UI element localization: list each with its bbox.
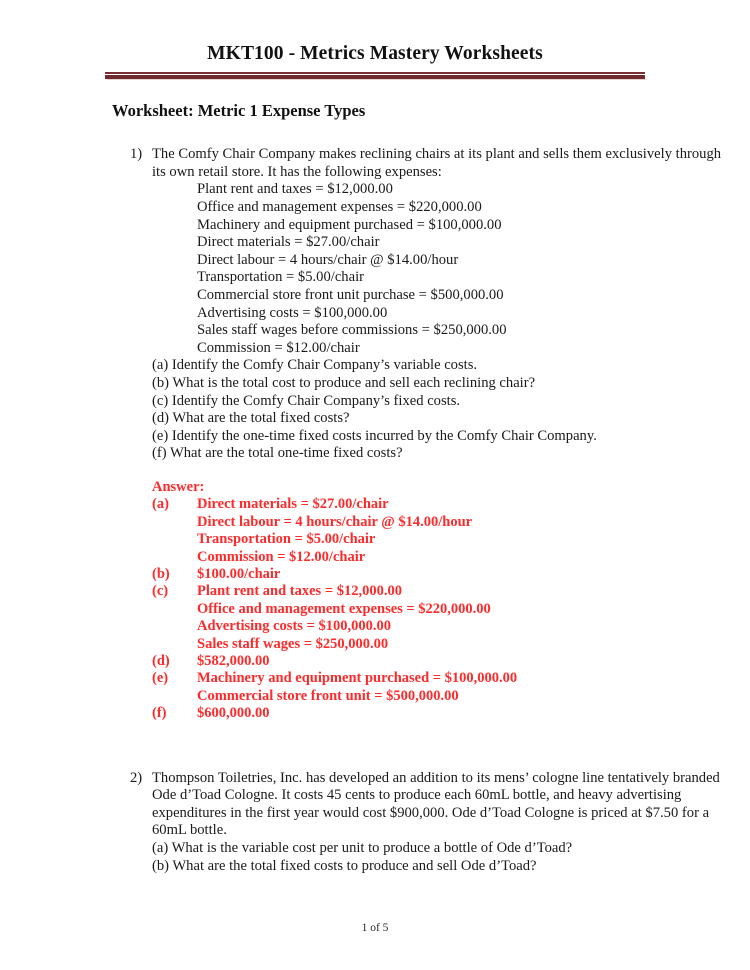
question-1-subquestions bbox=[152, 357, 722, 463]
answer-line: Direct labour = 4 hours/chair @ $14.00/hour bbox=[197, 513, 473, 530]
list-item: Office and management expenses = $220,000.00 bbox=[197, 199, 482, 216]
answer-line: Sales staff wages = $250,000.00 bbox=[197, 635, 389, 652]
subquestion-e: (e) Identify the one-time fixed costs incurred by the Comfy Chair Company. bbox=[152, 427, 597, 444]
answer-line: Machinery and equipment purchased = $100,000.00 bbox=[197, 670, 518, 687]
page-title: MKT100 - Metrics Mastery Worksheets bbox=[207, 43, 543, 64]
answer-line: $100.00/chair bbox=[197, 565, 281, 582]
header-divider bbox=[105, 72, 645, 80]
worksheet-heading: Worksheet: Metric 1 Expense Types bbox=[112, 101, 366, 120]
list-item: Direct labour = 4 hours/chair @ $14.00/hour bbox=[197, 251, 459, 268]
answer-line: Office and management expenses = $220,000.00 bbox=[197, 600, 491, 617]
answer-line: Transportation = $5.00/chair bbox=[197, 531, 376, 548]
question-1-answer bbox=[152, 479, 722, 723]
list-item: Commercial store front unit purchase = $500,000.00 bbox=[197, 287, 504, 304]
document-body bbox=[0, 100, 750, 875]
answer-line: Commission = $12.00/chair bbox=[197, 548, 366, 565]
subquestion-b: (b) What is the total cost to produce and sell each reclining chair? bbox=[152, 374, 536, 391]
answer-key-f: (f) bbox=[152, 705, 167, 722]
answer-line: Direct materials = $27.00/chair bbox=[197, 496, 389, 513]
subquestion-a: (a) What is the variable cost per unit to produce a bottle of Ode d’Toad? bbox=[152, 840, 573, 857]
list-item: Plant rent and taxes = $12,000.00 bbox=[197, 181, 393, 198]
answer-label: Answer: bbox=[152, 478, 205, 495]
subquestion-c: (c) Identify the Comfy Chair Company’s fixed costs. bbox=[152, 392, 461, 409]
question-1 bbox=[130, 146, 722, 722]
answer-item-a bbox=[152, 496, 722, 513]
list-item: Machinery and equipment purchased = $100,000.00 bbox=[197, 216, 502, 233]
answer-line: Plant rent and taxes = $12,000.00 bbox=[197, 583, 402, 600]
question-2-subquestions bbox=[152, 840, 722, 875]
answer-line: $582,000.00 bbox=[197, 653, 270, 670]
answer-item-f bbox=[152, 705, 722, 722]
answer-key-e: (e) bbox=[152, 670, 169, 687]
question-2-number: 2) bbox=[130, 769, 143, 786]
page-footer: 1 of 5 bbox=[361, 922, 389, 934]
answer-line: Commercial store front unit = $500,000.00 bbox=[197, 687, 459, 704]
document-header bbox=[105, 42, 645, 80]
answer-key-c: (c) bbox=[152, 583, 169, 600]
subquestion-a: (a) Identify the Comfy Chair Company’s variable costs. bbox=[152, 357, 478, 374]
answer-line: Advertising costs = $100,000.00 bbox=[197, 618, 391, 635]
answer-key-a: (a) bbox=[152, 496, 169, 513]
question-2-prompt: Thompson Toiletries, Inc. has developed an addition to its mens’ cologne line tentatively branded Ode d’Toad Cologne. It costs 45 cents to produce each 60mL bottle, and heavy advertising expenditures in the first year would cost $900,000. Ode d’Toad Cologne is priced at $7.50 for a 60mL bottle. bbox=[152, 769, 720, 839]
question-2 bbox=[130, 770, 722, 876]
answer-item-d bbox=[152, 653, 722, 670]
question-1-number: 1) bbox=[130, 146, 143, 163]
answer-line: $600,000.00 bbox=[197, 705, 270, 722]
subquestion-f: (f) What are the total one-time fixed costs? bbox=[152, 445, 403, 462]
answer-item-e bbox=[152, 670, 722, 687]
answer-key-d: (d) bbox=[152, 653, 170, 670]
list-item: Direct materials = $27.00/chair bbox=[197, 234, 380, 251]
list-item: Commission = $12.00/chair bbox=[197, 339, 360, 356]
answer-key-b: (b) bbox=[152, 565, 170, 582]
list-item: Transportation = $5.00/chair bbox=[197, 269, 364, 286]
answer-item-b bbox=[152, 566, 722, 583]
list-item: Advertising costs = $100,000.00 bbox=[197, 304, 388, 321]
answer-item-c bbox=[152, 583, 722, 600]
subquestion-b: (b) What are the total fixed costs to produce and sell Ode d’Toad? bbox=[152, 857, 537, 874]
list-item: Sales staff wages before commissions = $250,000.00 bbox=[197, 322, 507, 339]
subquestion-d: (d) What are the total fixed costs? bbox=[152, 410, 350, 427]
question-1-prompt: The Comfy Chair Company makes reclining chairs at its plant and sells them exclusively through its own retail store. It has the following expenses: bbox=[152, 146, 722, 180]
question-1-expense-list bbox=[197, 181, 722, 357]
